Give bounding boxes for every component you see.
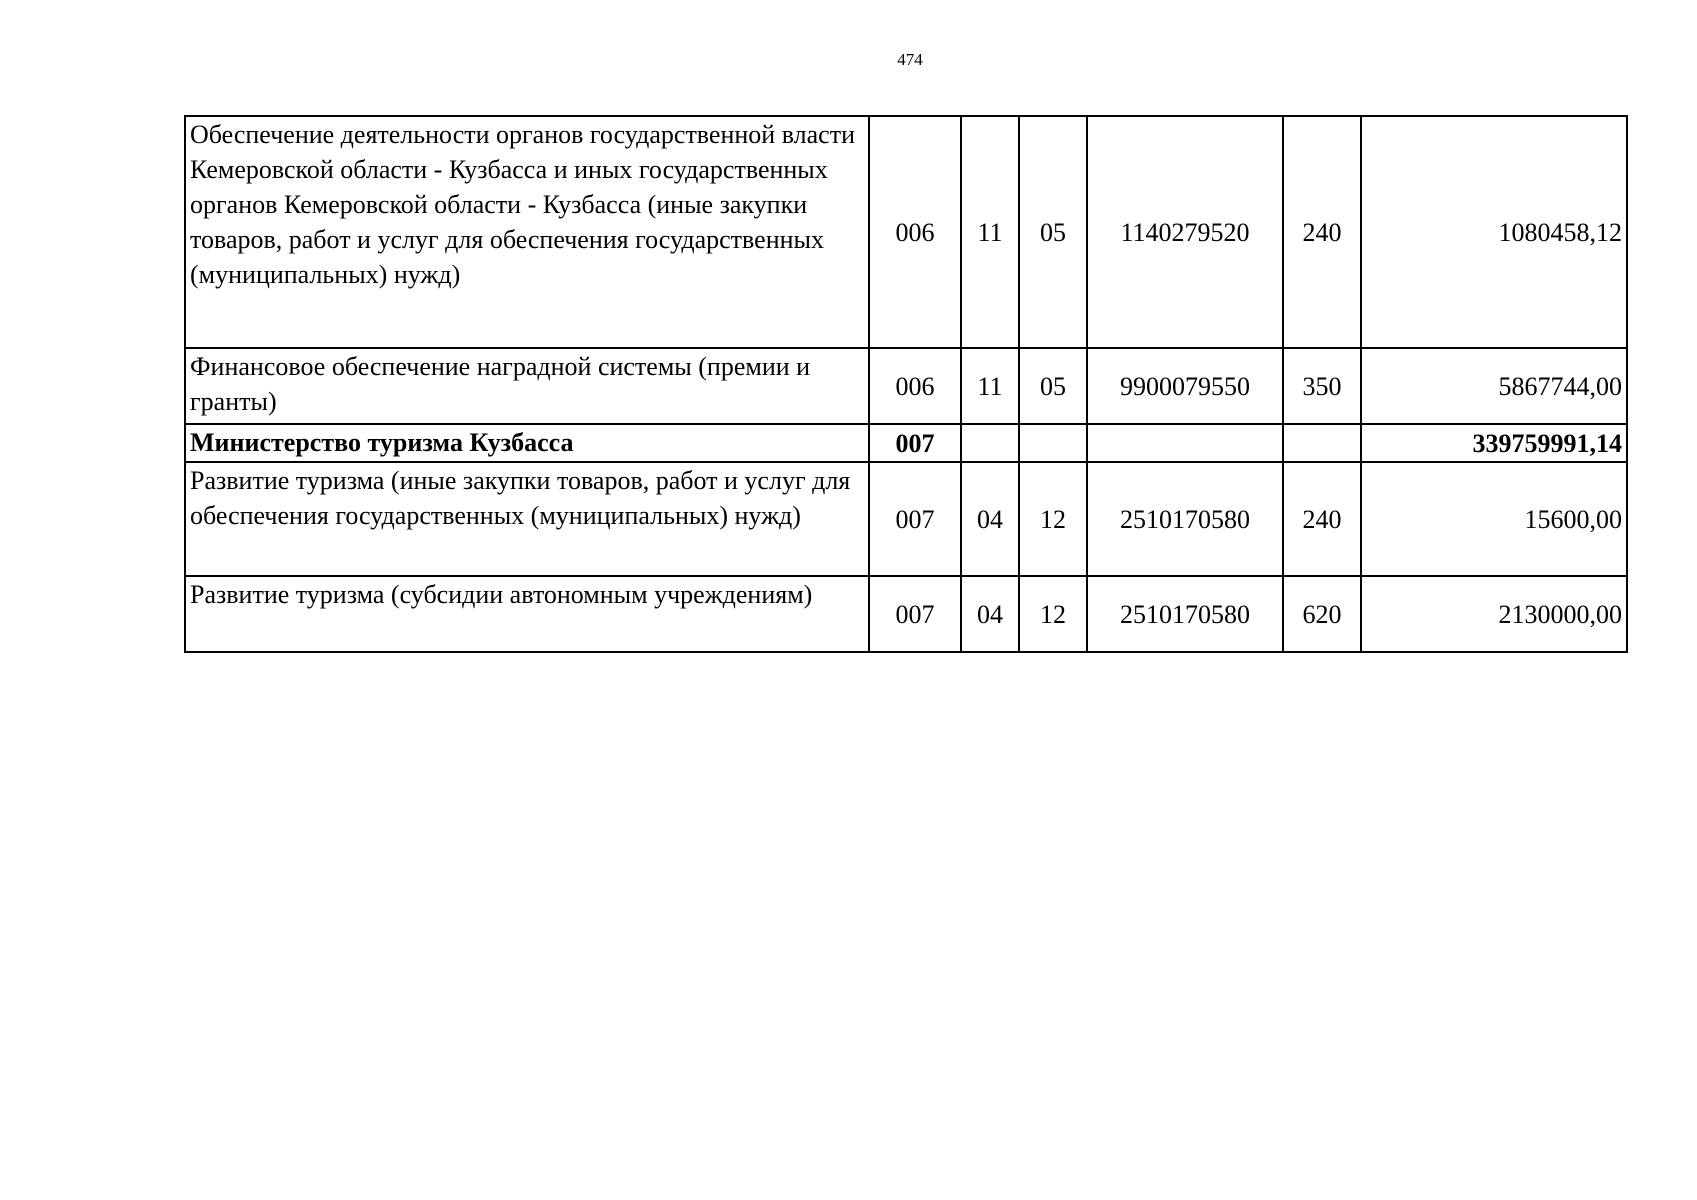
expense-type-cell [1283,424,1361,462]
subsection-code-cell: 12 [1019,576,1087,652]
expense-type-cell: 240 [1283,462,1361,576]
expense-type-cell: 240 [1283,116,1361,348]
section-code-cell: 11 [961,348,1019,424]
ministry-code-cell: 006 [869,348,961,424]
section-code-cell: 04 [961,462,1019,576]
row-name-cell: Финансовое обеспечение наградной системы (премии и гранты) [185,348,869,424]
row-name-cell: Развитие туризма (субсидии автономным учреждениям) [185,576,869,652]
subsection-code-cell: 05 [1019,348,1087,424]
table-row [185,576,1627,652]
ministry-code-cell: 007 [869,424,961,462]
target-code-cell [1087,424,1283,462]
subsection-code-cell: 12 [1019,462,1087,576]
target-code-cell: 2510170580 [1087,462,1283,576]
ministry-code-cell: 007 [869,462,961,576]
amount-cell: 15600,00 [1361,462,1627,576]
expense-type-cell: 620 [1283,576,1361,652]
section-code-cell: 04 [961,576,1019,652]
section-code-cell: 11 [961,116,1019,348]
target-code-cell: 2510170580 [1087,576,1283,652]
table-row [185,116,1627,348]
amount-cell: 339759991,14 [1361,424,1627,462]
budget-table [184,115,1628,653]
row-name-cell: Обеспечение деятельности органов государственной власти Кемеровской области - Кузбасса и иных государственных органов Кемеровской области - Кузбасса (иные закупки товаров, работ и услуг для обеспечения государственных (муниципальных) нужд) [185,116,869,348]
subsection-code-cell [1019,424,1087,462]
ministry-code-cell: 007 [869,576,961,652]
target-code-cell: 9900079550 [1087,348,1283,424]
amount-cell: 2130000,00 [1361,576,1627,652]
target-code-cell: 1140279520 [1087,116,1283,348]
table-row-ministry-total [185,424,1627,462]
amount-cell: 5867744,00 [1361,348,1627,424]
table-row [185,462,1627,576]
row-name-cell: Развитие туризма (иные закупки товаров, работ и услуг для обеспечения государственных (муниципальных) нужд) [185,462,869,576]
row-name-cell: Министерство туризма Кузбасса [185,424,869,462]
expense-type-cell: 350 [1283,348,1361,424]
subsection-code-cell: 05 [1019,116,1087,348]
section-code-cell [961,424,1019,462]
table-row [185,348,1627,424]
amount-cell: 1080458,12 [1361,116,1627,348]
page-number: 474 [897,50,923,69]
ministry-code-cell: 006 [869,116,961,348]
